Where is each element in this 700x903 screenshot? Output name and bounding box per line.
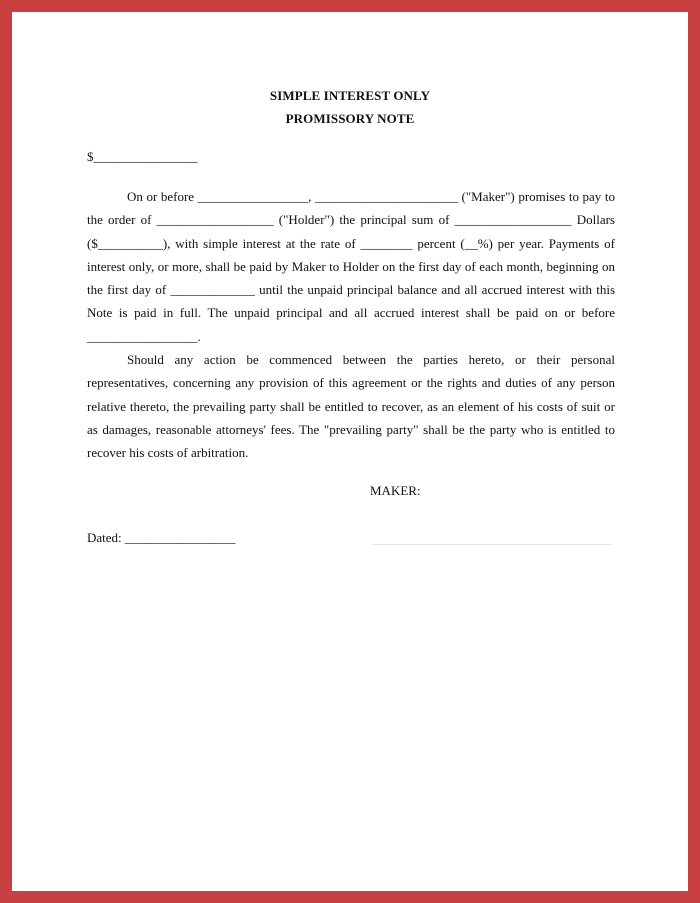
dated-field: Dated: _________________ [87, 530, 236, 545]
document-title-line-1: SIMPLE INTEREST ONLY [269, 88, 431, 103]
paragraph-terms [87, 185, 615, 348]
amount-field: $________________ [87, 149, 198, 164]
paragraph-terms-text: On or before _________________, ______________________ ("Maker") promises to pay to the order of __________________ ("Holder") the principal sum of __________________ Dollars ($__________), with simple interest at the rate of ________ percent (__%) per year. Payments of interest only, or more, shall be paid by Maker to Holder on the first day of each month, beginning on the first day of _____________ until the unpaid principal balance and all accrued interest with this Note is paid in full. The unpaid principal and all accrued interest shall be paid on or before _________________. [87, 189, 615, 344]
maker-label: MAKER: [370, 483, 421, 498]
paragraph-legal-action-text: Should any action be commenced between the parties hereto, or their personal representatives, concerning any provision of this agreement or the rights and duties of any person relative thereto, the prevailing party shall be entitled to recover, as an element of his costs of suit or as damages, reasonable attorneys' fees. The "prevailing party" shall be the party who is entitled to recover his costs of arbitration. [87, 352, 615, 461]
document-title-line-2: PROMISSORY NOTE [285, 111, 415, 126]
maker-signature-line [372, 544, 612, 545]
document-page [12, 12, 688, 891]
paragraph-legal-action [87, 348, 615, 464]
